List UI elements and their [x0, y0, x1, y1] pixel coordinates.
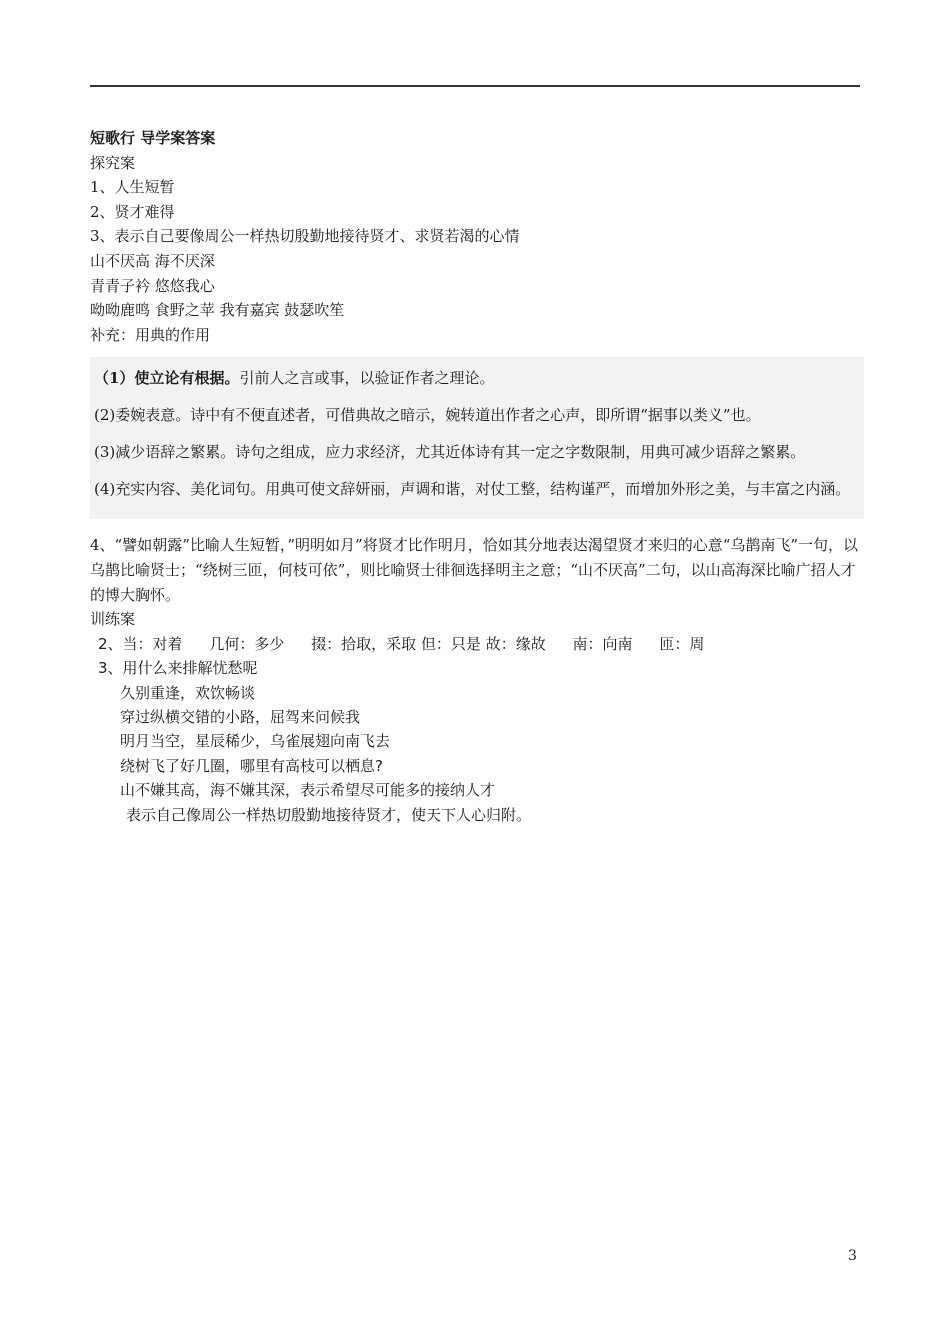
document-title: 短歌行 导学案答案 — [90, 129, 216, 147]
header-rule — [90, 85, 860, 87]
allusion-point-2: (2)委婉表意。诗中有不便直述者，可借典故之暗示，婉转道出作者之心声，即所谓“据事以类义”也。 — [94, 406, 761, 425]
allusion-point-1-text: 引前人之言或事，以验证作者之理论。 — [239, 369, 495, 388]
vocab-item: 南：向南 — [572, 634, 633, 653]
final-line: 表示自己像周公一样热切殷勤地接待贤才，使天下人心归附。 — [126, 805, 532, 824]
allusion-box — [90, 357, 864, 519]
allusion-point-3: (3)减少语辞之繁累。诗句之组成，应力求经济，尤其近体诗有其一定之字数限制，用典可减少语辞之繁累。 — [94, 443, 806, 462]
translation-line: 穿过纵横交错的小路，屈驾来问候我 — [120, 707, 361, 726]
page-number: 3 — [848, 1248, 857, 1264]
explore-item: 补充：用典的作用 — [90, 325, 211, 344]
vocab-item: 几何：多少 — [209, 634, 285, 653]
explore-item-4: 4、“譬如朝露”比喻人生短暂，”明明如月”将贤才比作明月，恰如其分地表达渴望贤才来归的心意“乌鹊南飞”一句，以乌鹊比喻贤士；“绕树三匝，何枝可依”，则比喻贤士徘徊选择明主之意；“山不厌高”二句，以山高海深比喻广招人才的博大胸怀。 — [90, 536, 859, 604]
document-body — [90, 126, 860, 827]
training-section — [90, 632, 860, 827]
vocab-item: 匝：周 — [659, 634, 705, 653]
explore-item: 呦呦鹿鸣 食野之苹 我有嘉宾 鼓瑟吹笙 — [90, 301, 345, 320]
training-heading: 训练案 — [90, 610, 136, 629]
translation-line: 久别重逢，欢饮畅谈 — [120, 683, 256, 702]
translation-line: 山不嫌其高，海不嫌其深，表示希望尽可能多的接纳人才 — [120, 781, 496, 800]
explore-item: 3、表示自己要像周公一样热切殷勤地接待贤才、求贤若渴的心情 — [90, 227, 520, 246]
vocab-line — [90, 632, 860, 656]
vocab-item: 掇：拾取，采取 — [311, 634, 417, 653]
explore-heading: 探究案 — [90, 153, 136, 172]
vocab-item: 故：缘故 — [485, 634, 546, 653]
explore-item: 山不厌高 海不厌深 — [90, 251, 215, 270]
explore-item: 1、人生短暂 — [90, 178, 175, 197]
allusion-point-4: (4)充实内容、美化词句。用典可使文辞妍丽，声调和谐，对仗工整，结构谨严，而增加外形之美，与丰富之内涵。 — [94, 480, 851, 499]
allusion-point-1 — [94, 357, 860, 394]
explore-item: 青青子衿 悠悠我心 — [90, 276, 215, 295]
allusion-point-1-heading: （1）使立论有根据。 — [94, 369, 240, 388]
translation-line: 绕树飞了好几圈，哪里有高枝可以栖息? — [120, 756, 383, 775]
translation-line: 明月当空，星辰稀少，乌雀展翅向南飞去 — [120, 732, 391, 751]
vocab-item: 2、当：对着 — [98, 634, 183, 653]
explore-item: 2、贤才难得 — [90, 202, 175, 221]
item3-heading: 3、用什么来排解忧愁呢 — [98, 659, 258, 678]
vocab-item: 但：只是 — [420, 634, 481, 653]
